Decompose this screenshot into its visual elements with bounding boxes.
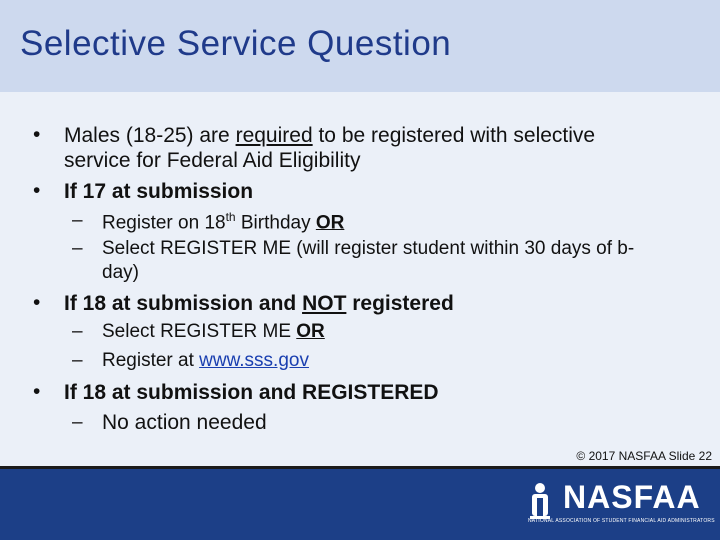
bullet-3-text-a: If 18 at submission and [64, 292, 303, 315]
title-bar [0, 0, 720, 92]
sub-text: Birthday [235, 212, 316, 234]
superscript: th [225, 210, 236, 224]
nasfaa-wordmark: NASFAA [563, 479, 701, 515]
bullet-marker: • [33, 291, 41, 314]
sub-text: Register at [102, 350, 200, 371]
bullet-1-line-1 [64, 124, 595, 148]
bullet-2-sub-2-line-1: Select REGISTER ME (will register student within 30 days of b- [102, 238, 635, 259]
sub-text: Select REGISTER ME [102, 321, 297, 342]
bullet-3-text-b: registered [346, 292, 454, 315]
slide-title: Selective Service Question [20, 24, 452, 63]
sub-bullet-marker: – [72, 238, 83, 259]
not-emphasis: NOT [302, 292, 347, 315]
bullet-3-text [64, 292, 454, 316]
bullet-1-required: required [235, 124, 313, 147]
bullet-2-text: If 17 at submission [64, 180, 254, 203]
bullet-1-line-2: service for Federal Aid Eligibility [64, 149, 361, 172]
bullet-1-text-a: Males (18-25) are [64, 124, 236, 147]
bullet-2-sub-1 [102, 210, 344, 234]
bullet-3-sub-2 [102, 350, 309, 372]
sub-bullet-marker: – [72, 210, 83, 231]
sub-bullet-marker: – [72, 321, 83, 342]
bullet-marker: • [33, 380, 41, 403]
bullet-4-text: If 18 at submission and REGISTERED [64, 381, 439, 404]
nasfaa-subtitle: NATIONAL ASSOCIATION OF STUDENT FINANCIAL AID ADMINISTRATORS [528, 518, 715, 524]
bullet-marker: • [33, 179, 41, 202]
copyright-slide-number: © 2017 NASFAA Slide 22 [576, 449, 712, 463]
sub-bullet-marker: – [72, 412, 83, 433]
bullet-2-sub-2-line-2: day) [102, 262, 139, 283]
or-emphasis: OR [296, 321, 325, 342]
bullet-marker: • [33, 123, 41, 146]
sub-text: Register on 18 [102, 212, 226, 234]
or-emphasis: OR [315, 212, 345, 234]
bullet-3-sub-1 [102, 321, 325, 343]
sss-gov-link[interactable]: www.sss.gov [199, 350, 309, 371]
bullet-4-sub-1: No action needed [102, 411, 267, 434]
bullet-1-text-b: to be registered with selective [312, 124, 596, 147]
sub-bullet-marker: – [72, 350, 83, 371]
